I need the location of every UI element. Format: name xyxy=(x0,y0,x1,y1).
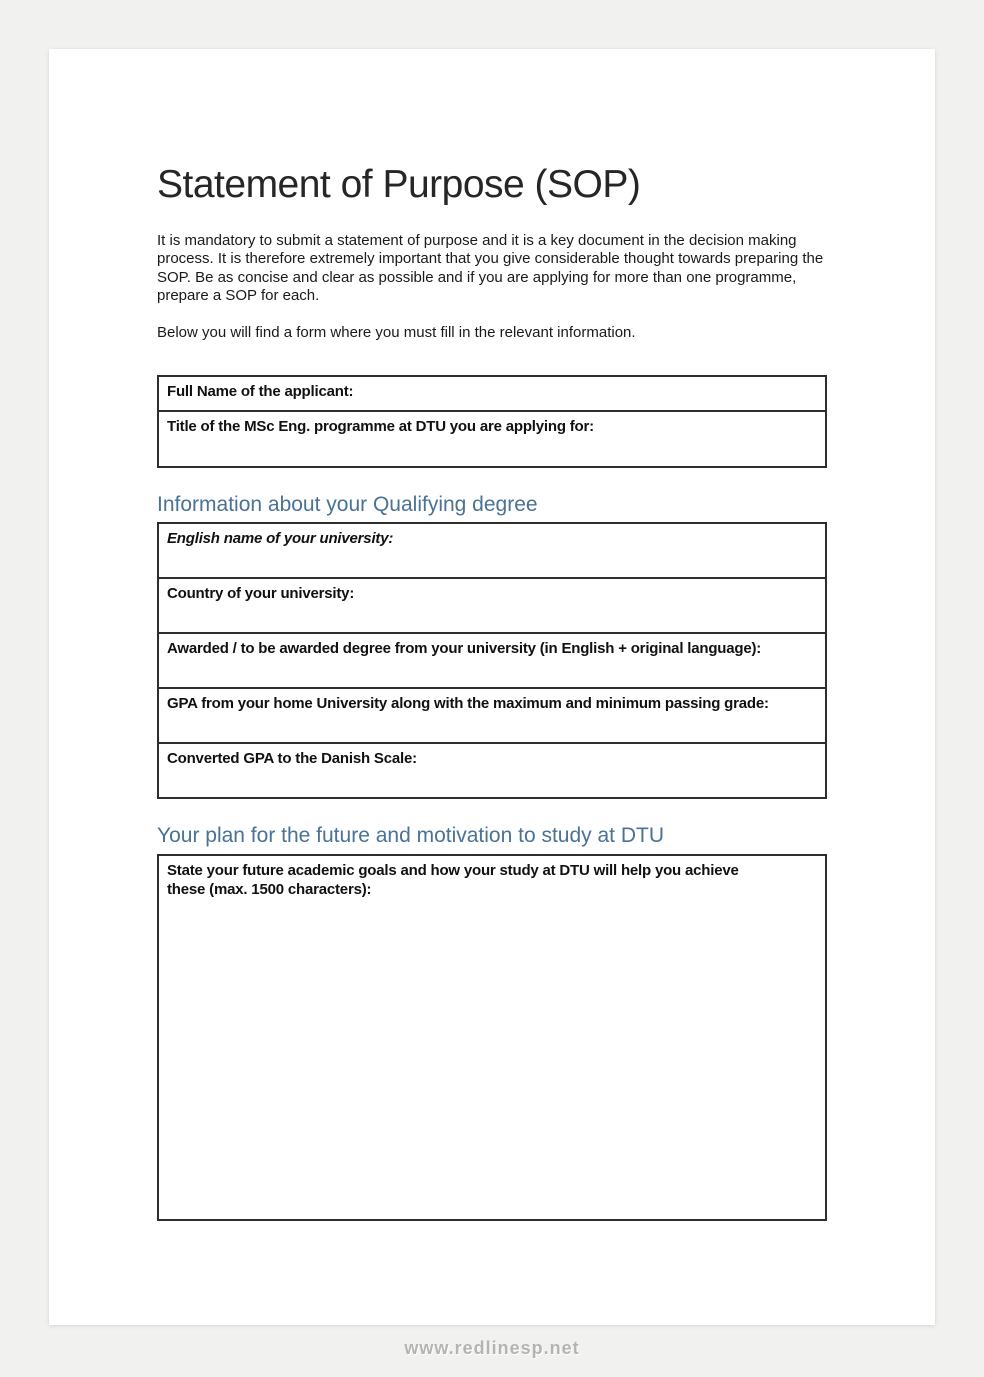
programme-title-label: Title of the MSc Eng. programme at DTU you are applying for: xyxy=(167,418,594,436)
watermark-text: www.redlinesp.net xyxy=(404,1338,580,1358)
future-goals-cell[interactable] xyxy=(158,855,826,1220)
intro-paragraph: It is mandatory to submit a statement of purpose and it is a key document in the decision making process. It is therefore extremely important that you give considerable thought towards preparing the SOP. Be as concise and clear as possible and if you are applying for more than one programme, prepare a SOP for each. xyxy=(157,231,824,305)
table-row xyxy=(158,855,826,1220)
section-heading-qualifying-degree: Information about your Qualifying degree xyxy=(157,493,538,517)
awarded-degree-label: Awarded / to be awarded degree from your university (in English + original language): xyxy=(167,640,762,658)
future-plan-table xyxy=(157,854,827,1221)
table-row xyxy=(158,411,826,467)
table-row xyxy=(158,523,826,578)
gpa-cell[interactable] xyxy=(158,688,826,743)
page-title: Statement of Purpose (SOP) xyxy=(157,163,641,206)
future-goals-label: State your future academic goals and how your study at DTU will help you achieve these (max. 1500 characters): xyxy=(167,861,739,898)
university-country-cell[interactable] xyxy=(158,578,826,633)
applicant-table xyxy=(157,375,827,468)
converted-gpa-label: Converted GPA to the Danish Scale: xyxy=(167,750,417,768)
table-row xyxy=(158,688,826,743)
table-row xyxy=(158,578,826,633)
table-row xyxy=(158,743,826,798)
gpa-label: GPA from your home University along with the maximum and minimum passing grade: xyxy=(167,695,769,713)
form-note: Below you will find a form where you must fill in the relevant information. xyxy=(157,323,636,341)
section-heading-future-plan: Your plan for the future and motivation to study at DTU xyxy=(157,824,665,848)
document-page xyxy=(49,49,935,1325)
full-name-label: Full Name of the applicant: xyxy=(167,383,354,401)
table-row xyxy=(158,633,826,688)
university-country-label: Country of your university: xyxy=(167,585,355,603)
qualifying-degree-table xyxy=(157,522,827,799)
table-row xyxy=(158,376,826,411)
programme-title-cell[interactable] xyxy=(158,411,826,467)
full-name-cell[interactable] xyxy=(158,376,826,411)
university-name-label: English name of your university: xyxy=(167,530,394,548)
converted-gpa-cell[interactable] xyxy=(158,743,826,798)
university-name-cell[interactable] xyxy=(158,523,826,578)
awarded-degree-cell[interactable] xyxy=(158,633,826,688)
